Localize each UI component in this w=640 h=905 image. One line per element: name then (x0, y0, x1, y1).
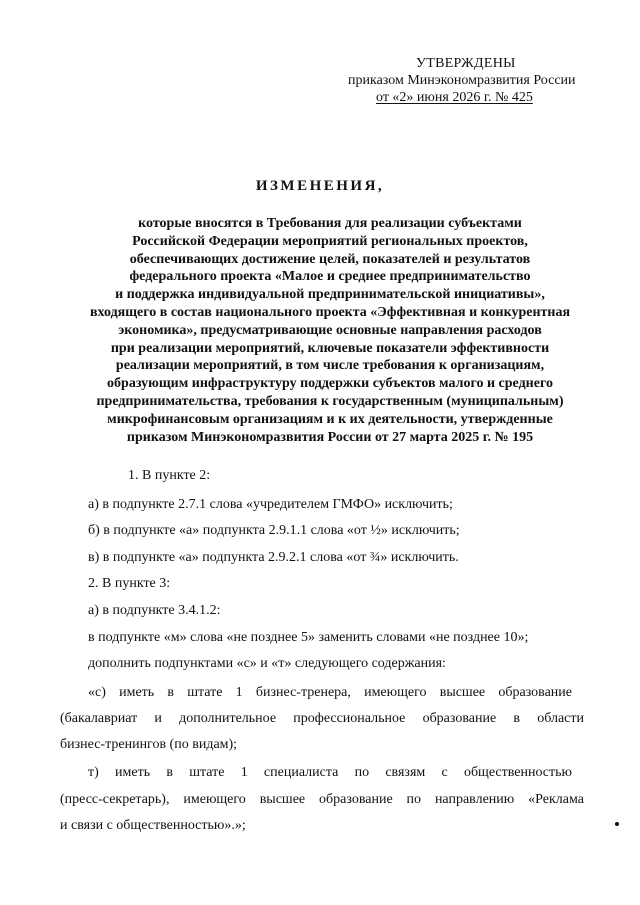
subtitle-line: федерального проекта «Малое и среднее предпринимательство (129, 269, 531, 285)
item-2a-m: в подпункте «м» слова «не позднее 5» заменить словами «не позднее 10»; (88, 630, 529, 645)
item-2a-c-line3: бизнес-тренингов (по видам); (60, 737, 238, 752)
subtitle-line: образующим инфраструктуру поддержки субъектов малого и среднего (107, 376, 553, 392)
item-2a-add: дополнить подпунктами «с» и «т» следующего содержания: (88, 656, 446, 671)
subtitle-line: микрофинансовым организациям и к их деятельности, утвержденные (107, 411, 553, 427)
subtitle-line: входящего в состав национального проекта «Эффективная и конкурентная (89, 304, 571, 320)
subtitle-line: приказом Минэкономразвития России от 27 марта 2025 г. № 195 (126, 429, 534, 445)
item-1-heading: 1. В пункте 2: (128, 468, 211, 483)
approval-heading: УТВЕРЖДЕНЫ (416, 56, 516, 71)
item-1c: в) в подпункте «а» подпункта 2.9.2.1 слова «от ¾» исключить. (88, 550, 459, 565)
item-1a: а) в подпункте 2.7.1 слова «учредителем ГМФО» исключить; (88, 497, 453, 512)
document-subtitle (60, 215, 600, 446)
subtitle-line: реализации мероприятий, в том числе требования к организациям, (115, 358, 545, 374)
document-title: ИЗМЕНЕНИЯ, (255, 178, 385, 194)
subtitle-line: обеспечивающих достижение целей, показателей и результатов (129, 251, 531, 267)
subtitle-line: экономика», предусматривающие основные направления расходов (118, 322, 542, 338)
subtitle-line: и поддержка индивидуальной предпринимательской инициативы», (115, 287, 545, 303)
item-2a: а) в подпункте 3.4.1.2: (88, 603, 221, 618)
subtitle-line: которые вносятся в Требования для реализации субъектами (138, 216, 522, 231)
approval-stamp (300, 55, 630, 106)
item-2a-t-line3: и связи с общественностью».»; (60, 818, 246, 833)
item-2-heading: 2. В пункте 3: (88, 576, 171, 591)
approval-order-date: от «2» июня 2026 г. № 425 (376, 90, 533, 105)
subtitle-line: при реализации мероприятий, ключевые показатели эффективности (110, 340, 550, 356)
item-1b: б) в подпункте «а» подпункта 2.9.1.1 слова «от ½» исключить; (88, 523, 460, 538)
page-mark (615, 822, 619, 826)
subtitle-line: Российской Федерации мероприятий региональных проектов, (132, 233, 528, 249)
item-2a-t-line2: (пресс-секретарь), имеющего высшее образование по направлению «Реклама (60, 792, 584, 807)
approval-order-name: приказом Минэкономразвития России (348, 73, 576, 88)
subtitle-line: предпринимательства, требования к государственным (муниципальным) (96, 393, 564, 409)
item-2a-c-line1: «с) иметь в штате 1 бизнес-тренера, имеющего высшее образование (88, 685, 572, 700)
item-2a-t-line1: т) иметь в штате 1 специалиста по связям с общественностью (88, 765, 572, 780)
item-2a-c-line2: (бакалавриат и дополнительное профессиональное образование в области (60, 711, 584, 726)
